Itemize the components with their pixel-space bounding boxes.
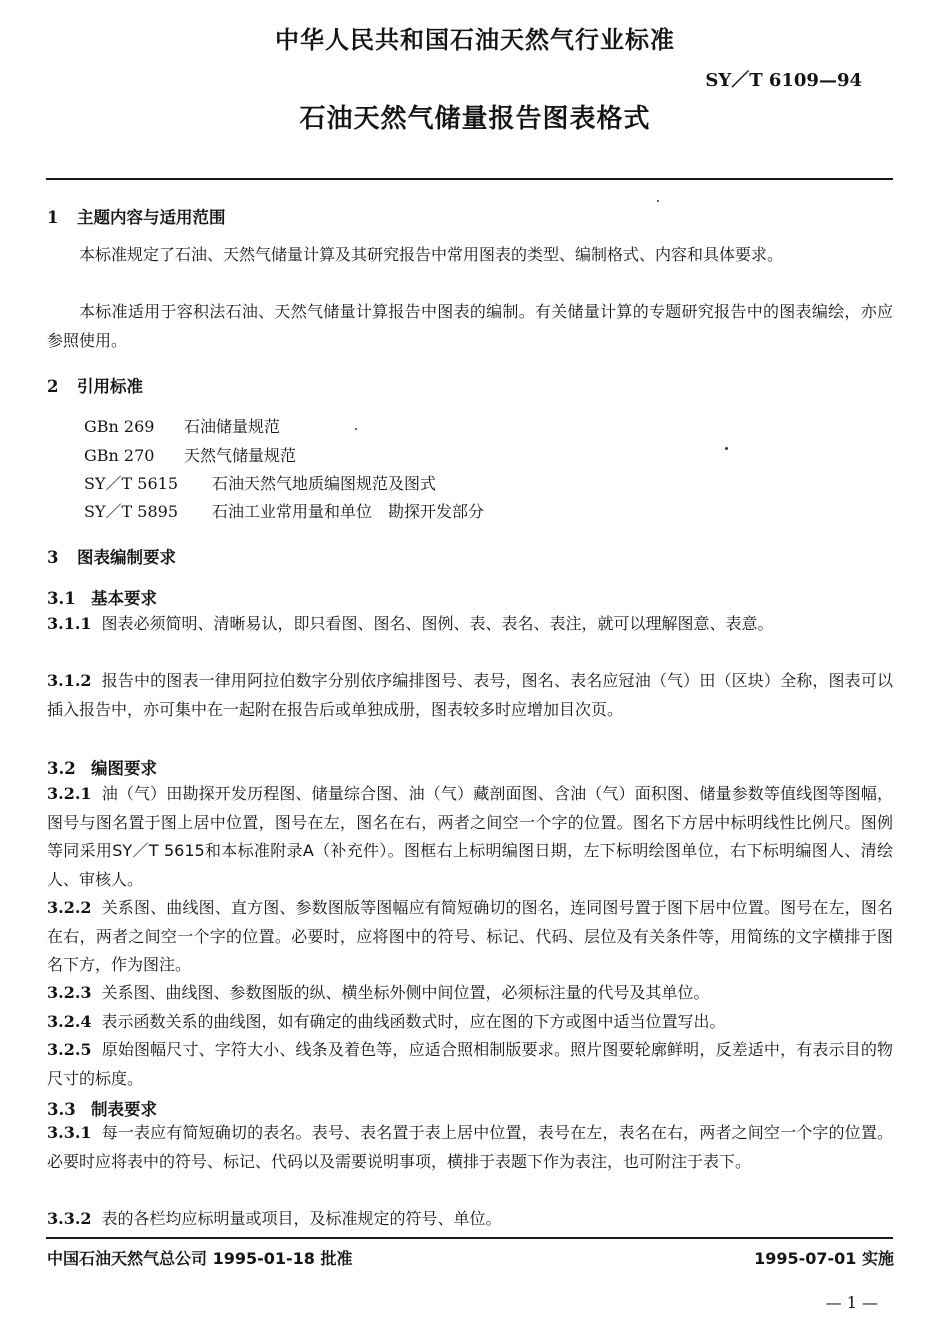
reference-title: 天然气储量规范 xyxy=(184,446,297,465)
reference-title: 石油储量规范 xyxy=(184,417,281,436)
page-number: — 1 — xyxy=(825,1293,878,1312)
clause-3-1-1 xyxy=(47,610,893,639)
subsection-3-1-heading xyxy=(47,585,157,609)
clause-3-1-1-number: 3.1.1 xyxy=(47,614,92,633)
reference-code: SY／T 5615 xyxy=(84,474,179,493)
reference-item xyxy=(84,499,484,522)
scan-speck xyxy=(355,428,357,430)
clause-3-2-4-text: 表示函数关系的曲线图，如有确定的曲线函数式时，应在图的下方或图中适当位置写出。 xyxy=(101,1012,726,1031)
clause-3-3-2 xyxy=(47,1205,893,1234)
reference-code: GBn 270 xyxy=(84,446,155,465)
clause-3-2-1-number: 3.2.1 xyxy=(47,784,92,803)
section-2-number: 2 xyxy=(47,377,59,396)
clause-3-3-2-number: 3.3.2 xyxy=(47,1209,92,1228)
subsection-3-2-title: 编图要求 xyxy=(91,759,157,778)
subsection-3-3-title: 制表要求 xyxy=(91,1100,157,1119)
subsection-3-2-heading xyxy=(47,755,157,779)
clause-3-2-2 xyxy=(47,894,893,980)
reference-item xyxy=(84,443,296,466)
subsection-3-1-number: 3.1 xyxy=(47,589,76,608)
clause-3-2-2-text: 关系图、曲线图、直方图、参数图版等图幅应有简短确切的图名，连同图号置于图下居中位置。图号在左，图名在右，两者之间空一个字的位置。必要时，应将图中的符号、标记、代码、层位及有关条件等，用简练的文字横排于图名下方，作为图注。 xyxy=(47,898,893,974)
section-3-heading xyxy=(47,544,176,568)
approval-statement: 中国石油天然气总公司 1995-01-18 批准 xyxy=(47,1249,353,1268)
subsection-3-3-number: 3.3 xyxy=(47,1100,76,1119)
clause-3-2-3 xyxy=(47,979,893,1008)
section-1-paragraph-2: 本标准适用于容积法石油、天然气储量计算报告中图表的编制。有关储量计算的专题研究报告中的图表编绘，亦应参照使用。 xyxy=(47,302,893,350)
header-divider xyxy=(46,178,893,180)
scan-speck xyxy=(725,447,728,450)
clause-3-2-1 xyxy=(47,780,893,894)
section-1-title: 主题内容与适用范围 xyxy=(77,208,226,227)
reference-item xyxy=(84,471,436,494)
section-1-number: 1 xyxy=(47,208,59,227)
issuing-organization: 中华人民共和国石油天然气行业标准 xyxy=(275,26,675,54)
footer-divider xyxy=(46,1237,893,1239)
clause-3-2-4 xyxy=(47,1008,893,1037)
section-1-paragraph-1: 本标准规定了石油、天然气储量计算及其研究报告中常用图表的类型、编制格式、内容和具体要求。 xyxy=(79,245,784,264)
section-3-number: 3 xyxy=(47,548,59,567)
clause-3-2-3-text: 关系图、曲线图、参数图版的纵、横坐标外侧中间位置，必须标注量的代号及其单位。 xyxy=(101,983,710,1002)
reference-code: GBn 269 xyxy=(84,417,155,436)
clause-3-2-3-number: 3.2.3 xyxy=(47,983,92,1002)
clause-3-1-2-text: 报告中的图表一律用阿拉伯数字分别依序编排图号、表号，图名、表名应冠油（气）田（区块）全称，图表可以插入报告中，亦可集中在一起附在报告后或单独成册，图表较多时应增加目次页。 xyxy=(47,671,893,719)
subsection-3-1-title: 基本要求 xyxy=(91,589,157,608)
section-1-heading xyxy=(47,204,226,228)
clause-3-2-5-text: 原始图幅尺寸、字符大小、线条及着色等，应适合照相制版要求。照片图要轮廓鲜明，反差适中，有表示目的物尺寸的标度。 xyxy=(47,1040,893,1088)
clause-3-2-2-number: 3.2.2 xyxy=(47,898,92,917)
clause-3-3-1-text: 每一表应有简短确切的表名。表号、表名置于表上居中位置，表号在左，表名在右，两者之间空一个字的位置。必要时应将表中的符号、标记、代码以及需要说明事项，横排于表题下作为表注，也可附注于表下。 xyxy=(47,1123,893,1171)
section-2-title: 引用标准 xyxy=(77,377,143,396)
scan-speck xyxy=(657,200,659,202)
clause-3-1-1-text: 图表必须简明、清晰易认，即只看图、图名、图例、表、表名、表注，就可以理解图意、表意。 xyxy=(101,614,774,633)
section-3-title: 图表编制要求 xyxy=(77,548,176,567)
clause-3-1-2-number: 3.1.2 xyxy=(47,671,92,690)
clause-3-2-1-text: 油（气）田勘探开发历程图、储量综合图、油（气）藏剖面图、含油（气）面积图、储量参数等值线图等图幅，图号与图名置于图上居中位置，图号在左，图名在右，两者之间空一个字的位置。图名下方居中标明线性比例尺。图例等同采用SY／T 5615和本标准附录A（补充件）。图框右上标明编图日期，左下标明绘图单位，右下标明编图人、清绘人、审核人。 xyxy=(47,784,893,889)
reference-code: SY／T 5895 xyxy=(84,502,179,521)
clause-3-3-1 xyxy=(47,1119,893,1176)
reference-title: 石油天然气地质编图规范及图式 xyxy=(212,474,437,493)
document-title: 石油天然气储量报告图表格式 xyxy=(299,104,651,134)
clause-3-1-2 xyxy=(47,667,893,724)
subsection-3-2-number: 3.2 xyxy=(47,759,76,778)
clause-3-3-1-number: 3.3.1 xyxy=(47,1123,92,1142)
standard-code: SY／T 6109—94 xyxy=(705,70,862,91)
subsection-3-3-heading xyxy=(47,1096,157,1120)
clause-3-2-5 xyxy=(47,1036,893,1093)
effective-date: 1995-07-01 实施 xyxy=(754,1249,894,1268)
clause-3-3-2-text: 表的各栏均应标明量或项目，及标准规定的符号、单位。 xyxy=(101,1209,502,1228)
section-2-heading xyxy=(47,373,143,397)
reference-item xyxy=(84,414,280,437)
clause-3-2-4-number: 3.2.4 xyxy=(47,1012,92,1031)
reference-title: 石油工业常用量和单位 勘探开发部分 xyxy=(212,502,485,521)
clause-3-2-5-number: 3.2.5 xyxy=(47,1040,92,1059)
